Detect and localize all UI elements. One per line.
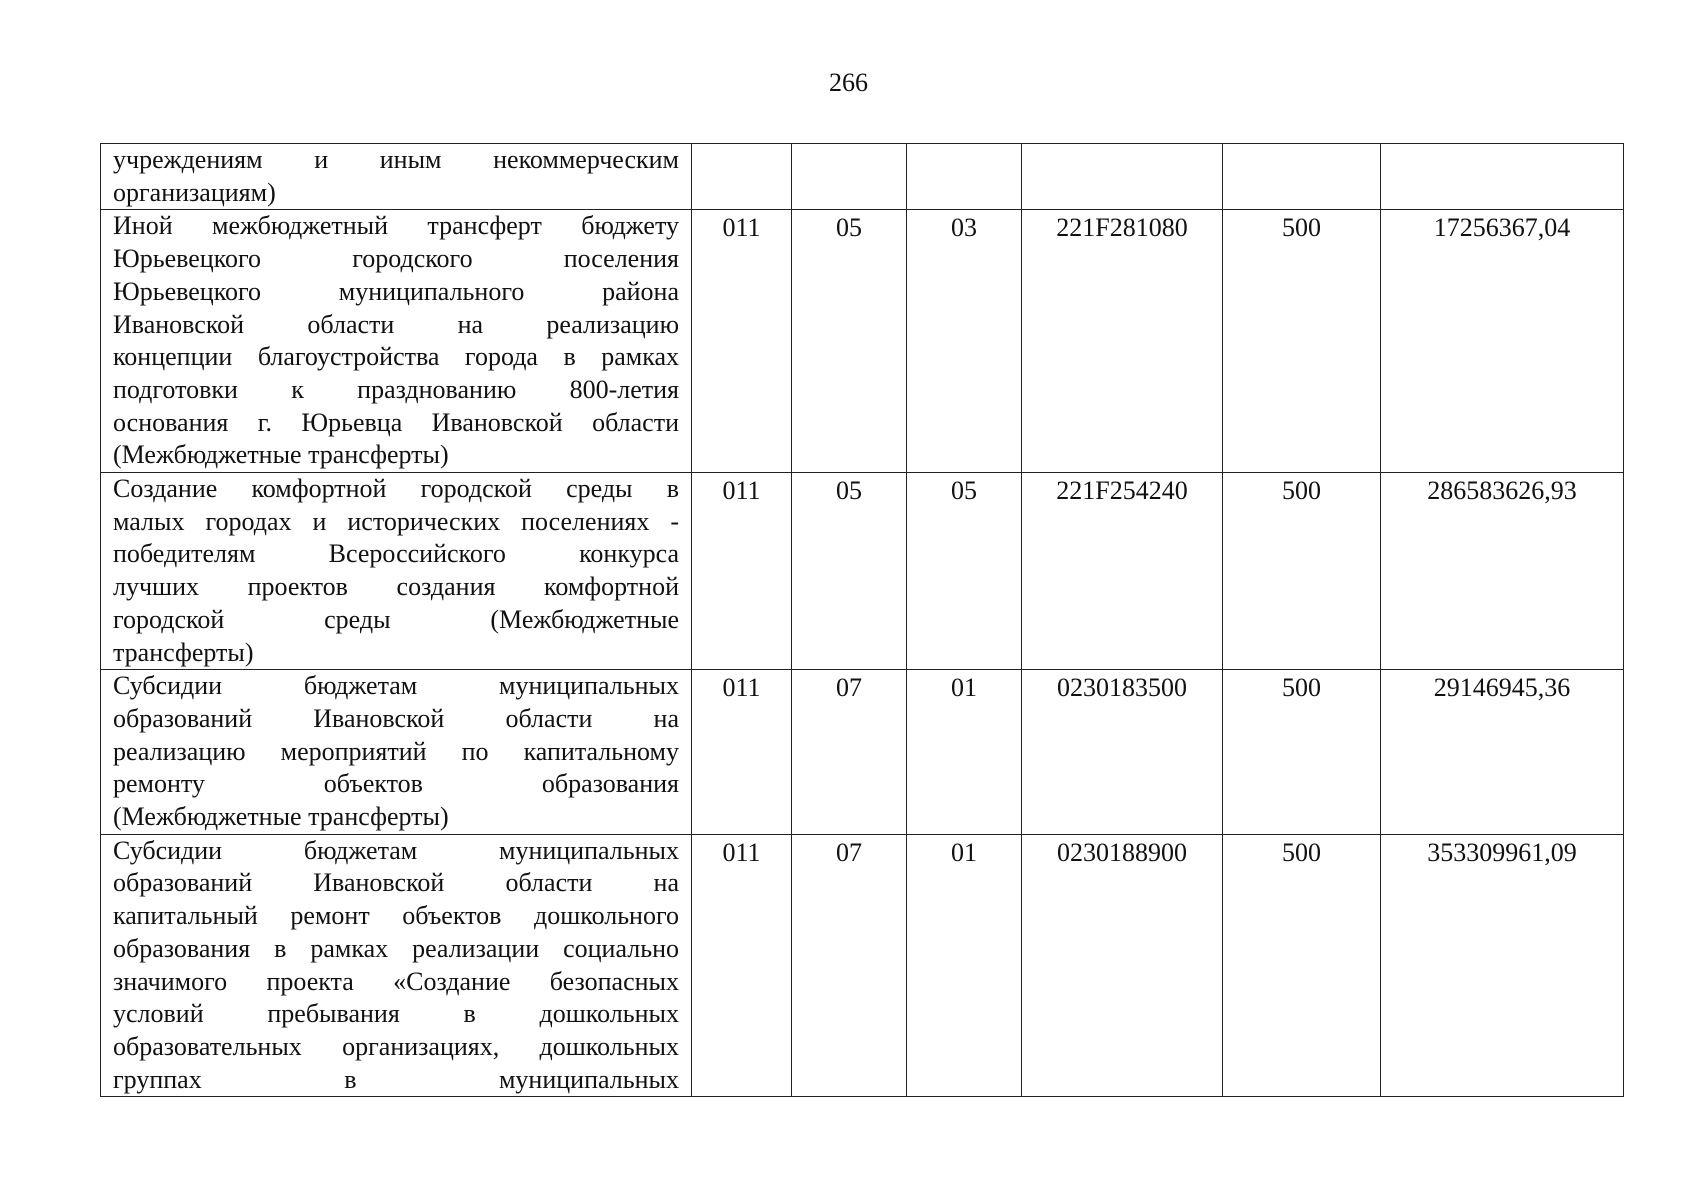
description-line: образования в рамках реализации социально [113,933,679,963]
admin-code [692,144,792,210]
section-code: 07 [792,670,907,835]
section-code: 07 [792,834,907,1097]
admin-code: 011 [692,670,792,835]
description-line: Юрьевецкого городского поселения [113,244,679,274]
table-row [101,144,1624,210]
description-line: учреждениям и иным некоммерческим [113,145,679,174]
description-line: организациям) [113,177,276,207]
description-line: образований Ивановской области на [113,703,679,733]
amount [1381,144,1624,210]
target-code: 221F254240 [1022,473,1223,670]
description-line: малых городах и исторических поселениях - [113,506,679,536]
kind-code: 500 [1223,834,1381,1097]
description-line: значимого проекта «Создание безопасных [113,966,679,996]
description-line: городской среды (Межбюджетные [113,604,679,634]
subsection-code: 05 [907,473,1022,670]
kind-code: 500 [1223,670,1381,835]
description-line: победителям Всероссийского конкурса [113,539,679,569]
target-code: 0230188900 [1022,834,1223,1097]
target-code: 221F281080 [1022,210,1223,473]
description-line: Субсидии бюджетам муниципальных [113,835,679,865]
budget-table [100,143,1624,1097]
table-row [101,210,1624,473]
row-description [101,670,692,835]
kind-code: 500 [1223,210,1381,473]
row-description [101,144,692,210]
description-line: подготовки к празднованию 800-летия [113,374,679,404]
description-line: основания г. Юрьевца Ивановской области [113,407,679,437]
subsection-code: 03 [907,210,1022,473]
kind-code: 500 [1223,473,1381,670]
description-line: капитальный ремонт объектов дошкольного [113,901,679,931]
admin-code: 011 [692,210,792,473]
description-line: лучших проектов создания комфортной [113,572,679,602]
section-code [792,144,907,210]
amount: 353309961,09 [1381,834,1624,1097]
description-line: Субсидии бюджетам муниципальных [113,671,679,701]
subsection-code: 01 [907,670,1022,835]
description-line: условий пребывания в дошкольных [113,999,679,1029]
kind-code [1223,144,1381,210]
page-number: 266 [829,68,868,97]
description-line: Создание комфортной городской среды в [113,474,679,504]
description-line: (Межбюджетные трансферты) [113,802,449,832]
table-row [101,834,1624,1097]
section-code: 05 [792,473,907,670]
row-description [101,834,692,1097]
description-line: трансферты) [113,637,254,667]
table-row [101,670,1624,835]
description-line: ремонту объектов образования [113,769,679,799]
description-line: образований Ивановской области на [113,868,679,898]
description-line: (Межбюджетные трансферты) [113,440,449,470]
admin-code: 011 [692,473,792,670]
table-row [101,473,1624,670]
row-description [101,210,692,473]
description-line: концепции благоустройства города в рамках [113,342,679,372]
section-code: 05 [792,210,907,473]
description-line: группах в муниципальных [113,1064,679,1094]
target-code: 0230183500 [1022,670,1223,835]
subsection-code: 01 [907,834,1022,1097]
target-code [1022,144,1223,210]
amount: 286583626,93 [1381,473,1624,670]
description-line: Юрьевецкого муниципального района [113,276,679,306]
admin-code: 011 [692,834,792,1097]
row-description [101,473,692,670]
amount: 29146945,36 [1381,670,1624,835]
subsection-code [907,144,1022,210]
description-line: образовательных организациях, дошкольных [113,1031,679,1061]
description-line: Ивановской области на реализацию [113,309,679,339]
amount: 17256367,04 [1381,210,1624,473]
description-line: Иной межбюджетный трансферт бюджету [113,211,679,241]
description-line: реализацию мероприятий по капитальному [113,736,679,766]
